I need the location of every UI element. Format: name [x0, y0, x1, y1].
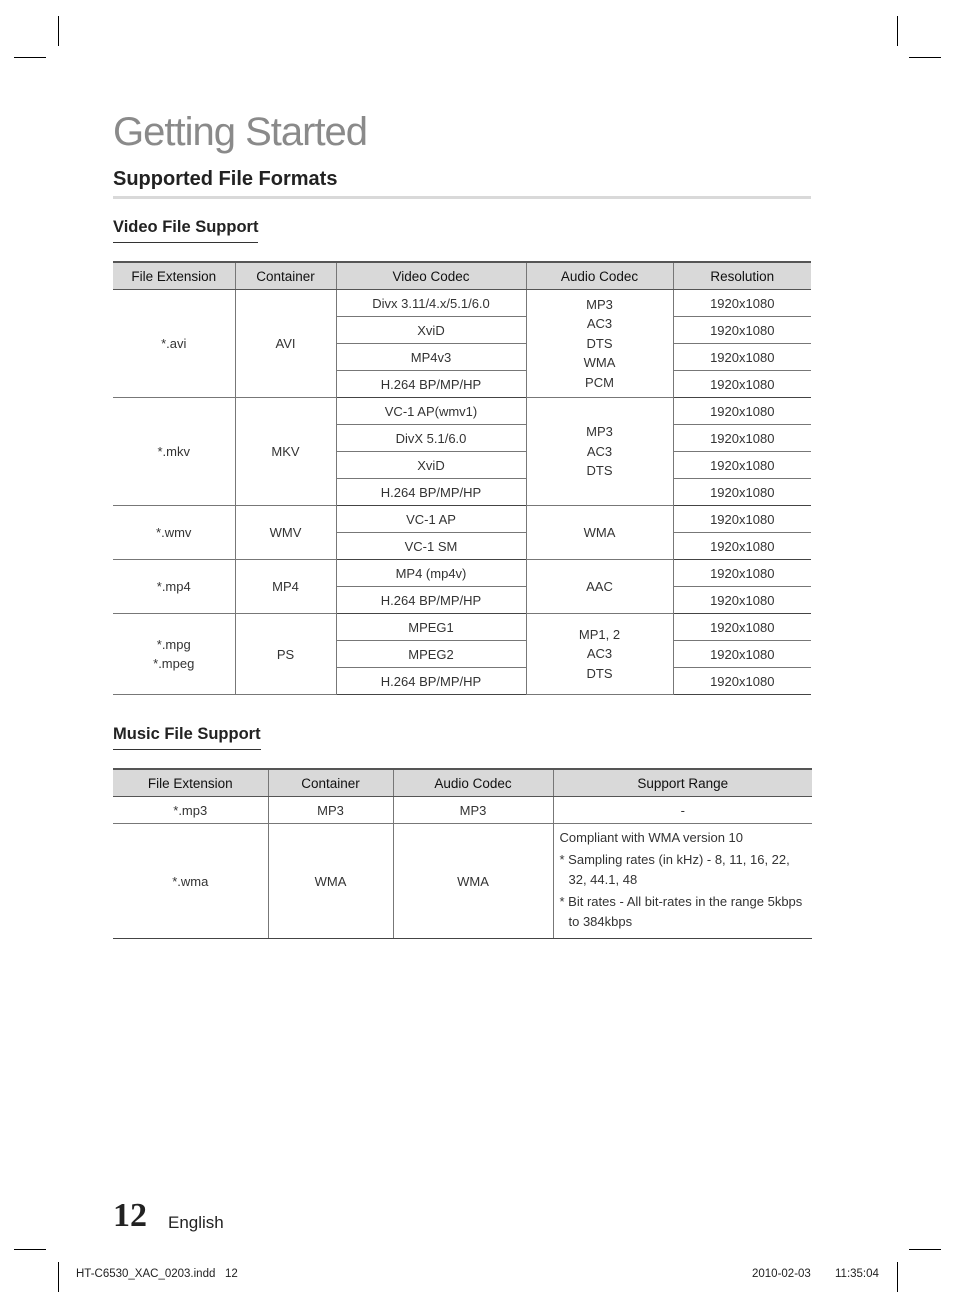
file-extension-cell	[113, 560, 235, 614]
resolution-cell: 1920x1080	[673, 560, 811, 587]
resolution-cell: 1920x1080	[673, 479, 811, 506]
audio-codec-text: MP3	[586, 424, 613, 440]
resolution-cell: 1920x1080	[673, 452, 811, 479]
resolution-cell: 1920x1080	[673, 344, 811, 371]
footer-file-name: HT-C6530_XAC_0203.indd 12	[76, 1268, 238, 1280]
resolution-cell: 1920x1080	[673, 317, 811, 344]
extension-text: *.mkv	[157, 443, 190, 459]
resolution-cell: 1920x1080	[673, 371, 811, 398]
footer-date: 2010-02-03	[752, 1268, 811, 1280]
crop-mark	[58, 16, 59, 46]
column-header: Audio Codec	[526, 262, 673, 290]
container-cell: PS	[235, 614, 336, 695]
audio-codec-cell	[526, 398, 673, 506]
video-codec-cell: VC-1 AP(wmv1)	[336, 398, 526, 425]
video-codec-cell: XviD	[336, 452, 526, 479]
extension-text: *.mp4	[156, 578, 191, 594]
extension-text: *.mpg	[156, 636, 191, 652]
video-codec-cell: MP4 (mp4v)	[336, 560, 526, 587]
table-header-row	[113, 769, 812, 797]
music-support-heading: Music File Support	[113, 723, 261, 750]
audio-codec-text: AC3	[586, 443, 613, 459]
table-row	[113, 398, 811, 425]
table-row	[113, 290, 811, 317]
audio-codec-text: AC3	[586, 316, 613, 332]
audio-codec-text: PCM	[585, 374, 614, 390]
resolution-cell: 1920x1080	[673, 668, 811, 695]
audio-codec-text: WMA	[583, 524, 616, 540]
video-codec-cell: DivX 5.1/6.0	[336, 425, 526, 452]
extension-text: *.mpeg	[153, 656, 195, 671]
crop-mark	[14, 1249, 46, 1250]
section-divider	[113, 196, 811, 199]
video-codec-cell: H.264 BP/MP/HP	[336, 479, 526, 506]
container-cell: AVI	[235, 290, 336, 398]
audio-codec-cell: WMA	[393, 824, 553, 939]
audio-codec-text: AAC	[586, 578, 613, 594]
video-support-heading: Video File Support	[113, 216, 258, 243]
audio-codec-text: AC3	[586, 646, 613, 662]
audio-codec-cell	[526, 614, 673, 695]
container-cell: MP3	[268, 797, 393, 824]
audio-codec-text: DTS	[586, 463, 613, 479]
file-extension-cell: *.wma	[113, 824, 268, 939]
page-number: 12	[113, 1197, 147, 1234]
audio-codec-text: DTS	[586, 665, 613, 681]
music-support-table	[113, 768, 812, 939]
video-codec-cell: H.264 BP/MP/HP	[336, 668, 526, 695]
column-header: Video Codec	[336, 262, 526, 290]
column-header: Audio Codec	[393, 769, 553, 797]
audio-codec-cell	[526, 560, 673, 614]
support-range-cell	[553, 824, 812, 939]
file-extension-cell	[113, 398, 235, 506]
crop-mark	[909, 1249, 941, 1250]
support-range-note: * Sampling rates (in kHz) - 8, 11, 16, 22, 32, 44.1, 48	[559, 852, 790, 887]
resolution-cell: 1920x1080	[673, 290, 811, 317]
container-cell: WMA	[268, 824, 393, 939]
audio-codec-text: MP1, 2	[578, 626, 621, 642]
file-extension-cell	[113, 290, 235, 398]
extension-text: *.wmv	[156, 524, 192, 540]
table-row	[113, 506, 811, 533]
video-codec-cell: H.264 BP/MP/HP	[336, 587, 526, 614]
column-header: File Extension	[113, 769, 268, 797]
file-extension-cell: *.mp3	[113, 797, 268, 824]
column-header: Support Range	[553, 769, 812, 797]
container-cell: WMV	[235, 506, 336, 560]
crop-mark	[897, 16, 898, 46]
audio-codec-cell	[526, 290, 673, 398]
crop-mark	[14, 57, 46, 58]
file-extension-cell	[113, 506, 235, 560]
audio-codec-cell	[526, 506, 673, 560]
container-cell: MP4	[235, 560, 336, 614]
language-label: English	[168, 1213, 224, 1232]
video-codec-cell: XviD	[336, 317, 526, 344]
resolution-cell: 1920x1080	[673, 425, 811, 452]
section-title: Supported File Formats	[113, 168, 338, 190]
column-header: Container	[235, 262, 336, 290]
support-range-note: * Bit rates - All bit-rates in the range 5kbps to 384kbps	[559, 894, 803, 929]
resolution-cell: 1920x1080	[673, 614, 811, 641]
extension-text: *.avi	[161, 335, 187, 351]
crop-mark	[897, 1262, 898, 1292]
video-codec-cell: VC-1 SM	[336, 533, 526, 560]
support-range-cell: -	[553, 797, 812, 824]
resolution-cell: 1920x1080	[673, 533, 811, 560]
column-header: Container	[268, 769, 393, 797]
page-title: Getting Started	[113, 110, 368, 154]
resolution-cell: 1920x1080	[673, 641, 811, 668]
audio-codec-cell: MP3	[393, 797, 553, 824]
column-header: Resolution	[673, 262, 811, 290]
video-codec-cell: MPEG2	[336, 641, 526, 668]
video-codec-cell: MP4v3	[336, 344, 526, 371]
resolution-cell: 1920x1080	[673, 398, 811, 425]
footer-time: 11:35:04	[835, 1268, 879, 1280]
table-row	[113, 560, 811, 587]
table-row	[113, 614, 811, 641]
audio-codec-text: MP3	[586, 296, 613, 312]
audio-codec-text: WMA	[583, 355, 616, 371]
video-support-table	[113, 261, 811, 695]
resolution-cell: 1920x1080	[673, 587, 811, 614]
column-header: File Extension	[113, 262, 235, 290]
table-header-row	[113, 262, 811, 290]
file-extension-cell	[113, 614, 235, 695]
crop-mark	[909, 57, 941, 58]
crop-mark	[58, 1262, 59, 1292]
video-codec-cell: MPEG1	[336, 614, 526, 641]
video-codec-cell: VC-1 AP	[336, 506, 526, 533]
support-range-text: Compliant with WMA version 10	[559, 830, 744, 845]
audio-codec-text: DTS	[586, 335, 613, 351]
resolution-cell: 1920x1080	[673, 506, 811, 533]
video-codec-cell: H.264 BP/MP/HP	[336, 371, 526, 398]
container-cell: MKV	[235, 398, 336, 506]
video-codec-cell: Divx 3.11/4.x/5.1/6.0	[336, 290, 526, 317]
table-row	[113, 797, 812, 824]
table-row	[113, 824, 812, 939]
